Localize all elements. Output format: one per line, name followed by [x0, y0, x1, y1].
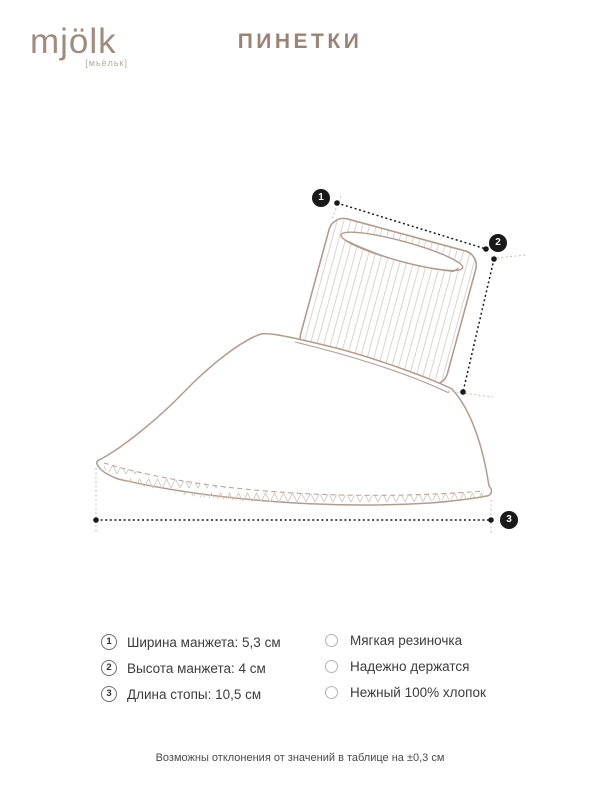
circle-bullet-icon — [325, 686, 338, 699]
callout-badge-3: 3 — [500, 511, 518, 529]
circle-bullet-icon — [325, 634, 338, 647]
callout-badge-2: 2 — [489, 234, 507, 252]
brand-logo-subtitle: [мьёльк] — [85, 58, 128, 68]
brand-logo-text: mjölk — [30, 22, 117, 61]
circle-bullet-icon — [325, 660, 338, 673]
measurement-label-2: Высота манжета: 4 см — [127, 660, 266, 676]
callout-badge-1: 1 — [312, 189, 330, 207]
measurement-number-1: 1 — [101, 634, 117, 650]
feature-label-1: Мягкая резиночка — [350, 632, 463, 648]
feature-row-1 — [325, 633, 486, 647]
measurement-row-2 — [101, 660, 281, 676]
feature-row-2 — [325, 659, 486, 673]
measurement-label-3: Длина стопы: 10,5 см — [127, 686, 262, 702]
measurement-row-1 — [101, 634, 281, 650]
page-title: ПИНЕТКИ — [237, 30, 363, 53]
measurements-legend — [101, 634, 281, 702]
measurement-number-3: 3 — [101, 686, 117, 702]
feature-row-3 — [325, 685, 486, 699]
tolerance-note: Возможны отклонения от значений в таблице на ±0,3 см — [155, 752, 445, 764]
measurement-label-1: Ширина манжета: 5,3 см — [127, 634, 281, 650]
measurement-number-2: 2 — [101, 660, 117, 676]
features-legend — [325, 633, 486, 699]
dimension-line-3 — [93, 517, 494, 523]
measurement-row-3 — [101, 686, 281, 702]
feature-label-3: Нежный 100% хлопок — [350, 684, 486, 700]
feature-label-2: Надежно держатся — [350, 658, 470, 674]
